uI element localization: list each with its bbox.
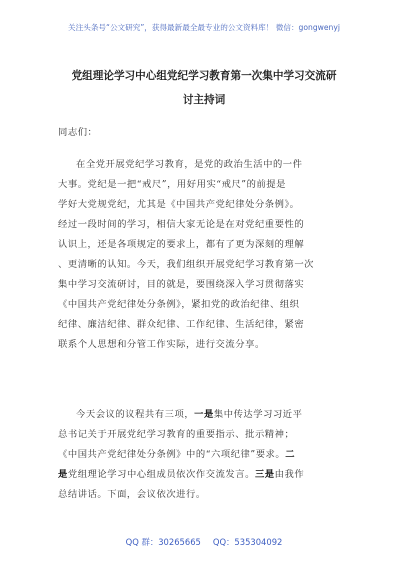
paragraph-1-line: 学好大党规党纪，尤其是《中国共产党纪律处分条例》。	[58, 199, 300, 210]
paragraph-1-line: 大事。党纪是一把“戒尺”，用好用实“戒尺”的前提是	[58, 179, 286, 190]
paragraph-2-line	[58, 466, 304, 480]
agenda-item-1-text-end: 《中国共产党纪律处分条例》中的“六项纪律”要求。	[58, 449, 286, 460]
agenda-item-1-text: 集中传达学习习近平	[213, 409, 303, 420]
document-title-line-1: 党组理论学习中心组党纪学习教育第一次集中学习交流研	[71, 70, 337, 82]
agenda-item-3-text: 由我作	[274, 469, 305, 480]
paragraph-1-line: 《中国共产党纪律处分条例》，紧扣党的政治纪律、组织	[58, 299, 300, 310]
agenda-item-1-label: 一是	[194, 409, 214, 420]
paragraph-1-line: 在全党开展党纪学习教育，是党的政治生活中的一件	[76, 159, 303, 170]
header-note: 关注头条号“公文研究”，获得最新最全最专业的公文资料库！ 微信：gongwenyj	[68, 23, 340, 32]
paragraph-2-line: 总书记关于开展党纪学习教育的重要指示、批示精神；	[58, 429, 295, 440]
qq-number: QQ：535304092	[212, 537, 283, 547]
paragraph-1-line: 、更清晰的认知。今天，我们组织开展党纪学习教育第一次	[58, 259, 315, 270]
paragraph-2-line	[76, 406, 303, 420]
agenda-intro: 今天会议的议程共有三项，	[76, 409, 195, 420]
agenda-item-2-label-start: 二	[285, 449, 296, 460]
paragraph-1-line: 集中学习交流研讨，目的就是，要围绕深入学习贯彻落实	[58, 279, 305, 290]
salutation: 同志们：	[58, 127, 98, 138]
agenda-item-2-text: 党组理论学习中心组成员依次作交流发言。	[67, 469, 255, 480]
paragraph-1-line: 纪律、廉洁纪律、群众纪律、工作纪律、生活纪律，紧密	[58, 319, 305, 330]
paragraph-1-line: 联系个人思想和分管工作实际，进行交流分享。	[58, 339, 265, 350]
agenda-item-2-label-end: 是	[58, 469, 68, 480]
paragraph-1-line: 认识上，还是各项规定的要求上，都有了更为深刻的理解	[58, 239, 305, 250]
paragraph-2-line	[58, 446, 295, 460]
footer-contact	[0, 536, 408, 548]
qq-group: QQ 群：30265665	[125, 537, 201, 547]
document-title-line-2: 讨主持词	[182, 94, 226, 106]
agenda-item-3-label: 三是	[254, 469, 275, 480]
paragraph-1-line: 经过一段时间的学习，相信大家无论是在对党纪重要性的	[58, 219, 305, 230]
paragraph-2-line: 总结讲话。下面，会议依次进行。	[58, 489, 206, 500]
